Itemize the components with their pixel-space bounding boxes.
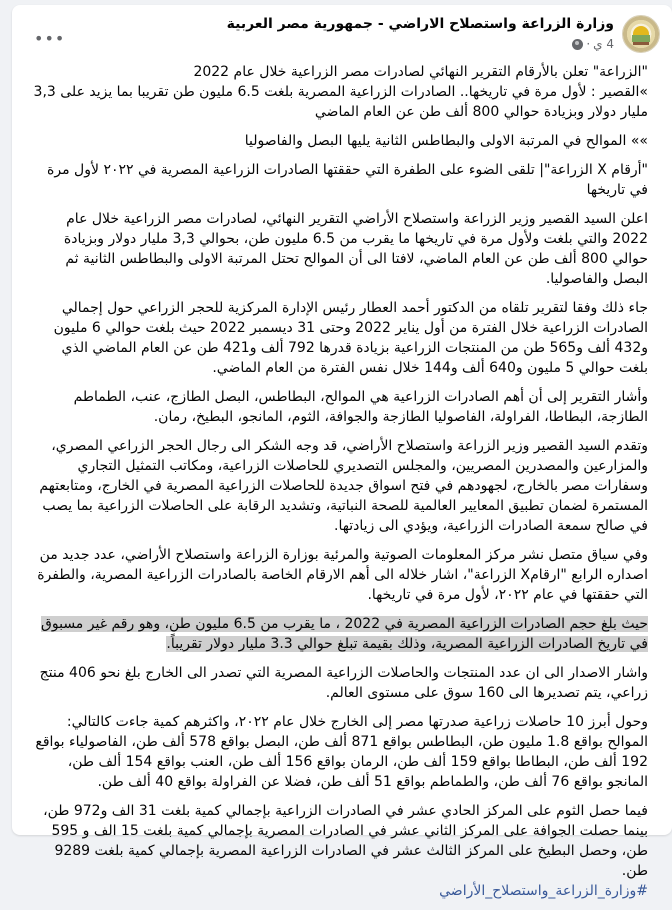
globe-icon[interactable] (572, 39, 583, 50)
avatar-field-icon (632, 35, 650, 42)
post-card (12, 5, 672, 899)
post-paragraph: "أرقام X الزراعة"| تلقى الضوء على الطفرة التي حققتها الصادرات الزراعية المصرية في ٢٠٢٢ لأول مرة في تاريخها (47, 162, 648, 198)
avatar-base-icon (633, 42, 649, 45)
post-paragraph: وفي سياق متصل نشر مركز المعلومات الصوتية والمرئية بوزارة الزراعة واستصلاح الأراضي، عدد جديد من اصداره الرابع "ارقامX الزراعة"، اشار خلاله الى أهم الارقام الخاصة بالصادرات الزراعية المصرية، والطفرة التي حققتها في عام ٢٠٢٢، لأول مرة في تاريخها. (37, 547, 648, 603)
hashtag-line (30, 881, 648, 901)
post-paragraph: اعلن السيد القصير وزير الزراعة واستصلاح الأراضي التقرير النهائي، لصادرات مصر الزراعية خلال عام 2022 والتي بلغت ولأول مرة في تاريخها ما يقرب من 6.5 مليون طن، بحوالي 3,3 مليار دولار وبزيادة حوالي 800 ألف طن عن العام الماضي، لافتا الى أن الموالح تحتل المرتبة الاولى والبطاطس الثانية ثم البصل والفاصوليا. (63, 211, 648, 287)
highlighted-paragraph (30, 614, 648, 654)
post-paragraph: وتقدم السيد القصير وزير الزراعة واستصلاح الأراضي، قد وجه الشكر الى رجال الحجر الزراعي المصري، والمزارعين والمصدرين المصريين، والمجلس التصديري للحاصلات الزراعية، ومكاتب التمثيل التجاري وسفارات مصر بالخارج، لجهودهم في فتح اسواق جديدة للحاصلات الزراعية المصرية في الخارج، ومتابعتهم المستمرة لضمان تطبيق المعايير العالمية للصحة النباتية، وتشديد الرقابة على الحاصلات الزراعية بما يصب في صالح سمعة الصادرات الزراعية، ويؤدي الى زيادتها. (39, 438, 648, 534)
post-paragraph: جاء ذلك وفقا لتقرير تلقاه من الدكتور أحمد العطار رئيس الإدارة المركزية للحجر الزراعي حول إجمالي الصادرات الزراعية خلال الفترة من أول يناير 2022 وحتى 31 ديسمبر 2022 حيث بلغت حوالي 6 مليون و432 ألف و565 طن من المنتجات الزراعية بزيادة قدرها 792 ألف و421 طن عن العام الماضي الذي بلغت حوالي 5 مليون و640 ألف و144 خلال نفس الفترة من العام الماضي. (53, 300, 648, 376)
post-header (12, 15, 672, 59)
post-paragraph: »» الموالح في المرتبة الاولى والبطاطس الثانية يليها البصل والفاصوليا (244, 133, 648, 149)
post-paragraph: وحول أبرز 10 حاصلات زراعية صدرتها مصر إلى الخارج خلال عام ٢٠٢٢، واكثرهم كمية جاءت كالتالي: الموالح بواقع 1.8 مليون طن، البطاطس بواقع 871 ألف طن، البصل بواقع 578 ألف طن، الفاصولياء بواقع 192 ألف طن، البطاطا بواقع 159 ألف طن، الرمان بواقع 156 ألف طن، العنب بواقع 154 ألف طن، المانجو بواقع 76 ألف طن، والطماطم بواقع 51 ألف طن، فضلا عن الفراولة بواقع 40 ألف طن. (35, 714, 648, 790)
selected-text[interactable]: حيث بلغ حجم الصادرات الزراعية المصرية في 2022 ، ما يقرب من 6.5 مليون طن، وهو رقم غير مسبوق في تاريخ الصادرات الزراعية المصرية، وذلك بقيمة تبلغ حوالي 3.3 مليار دولار تقريباً. (41, 616, 648, 652)
page-avatar[interactable] (622, 15, 660, 53)
page-name-link[interactable]: وزارة الزراعة واستصلاح الاراضي - جمهورية مصر العربية (226, 16, 614, 32)
post-body (30, 62, 648, 910)
hashtag-link[interactable]: #وزارة_الزراعة_واستصلاح_الأراضي (439, 883, 648, 899)
more-options-button[interactable]: ••• (34, 29, 66, 48)
avatar-sun-icon (633, 26, 649, 35)
post-meta (572, 37, 614, 51)
post-paragraph: "الزراعة" تعلن بالأرقام التقرير النهائي لصادرات مصر الزراعية خلال عام 2022 »القصير : لأول مرة في تاريخها.. الصادرات الزراعية المصرية بلغت 6.5 مليون طن تقريبا بما يزيد على 3,3 مليار دولار وبزيادة حوالي 800 ألف طن عن العام الماضي (33, 64, 648, 120)
meta-separator: · (586, 37, 591, 51)
post-timestamp[interactable]: 4 ي (593, 37, 614, 51)
post-paragraph: وأشار التقرير إلى أن أهم الصادرات الزراعية هي الموالح، البطاطس، البصل الطازج، عنب، الطماطم الطازجة، البطاطا، الفراولة، الفاصوليا الطازجة والجوافة، الثوم، المانجو، البطيخ، رمان. (73, 389, 648, 425)
post-paragraph: واشار الاصدار الى ان عدد المنتجات والحاصلات الزراعية المصرية التي تصدر الى الخارج بلغ نحو 406 منتج زراعي، يتم تصديرها الى 160 سوق على مستوى العالم. (39, 665, 648, 701)
post-paragraph: فيما حصل الثوم على المركز الحادي عشر في الصادرات الزراعية بإجمالي كمية بلغت 31 الف و972 طن، بينما حصلت الجوافة على المركز الثاني عشر في الصادرات المصرية بإجمالي كمية بلغت 15 الف و 595 طن، وحصل البطيخ على المركز الثالث عشر في الصادرات الزراعية المصرية بإجمالي كمية بلغت 9289 طن. (43, 803, 648, 879)
